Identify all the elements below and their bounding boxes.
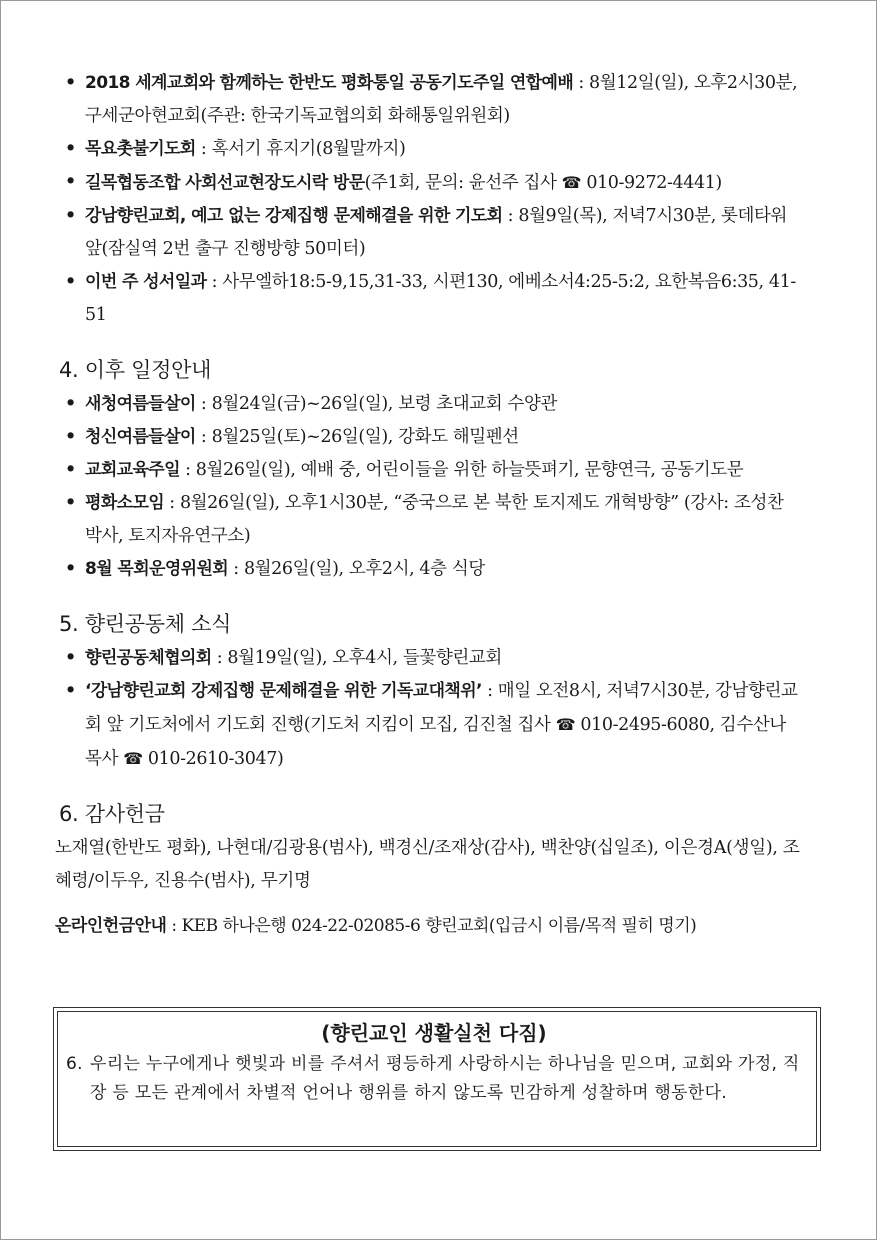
item-text: : 매일 오전8시, 저녁7시30분, 강남향린교회 앞 기도처에서 기도회 진행(기도처 지킴이 모집, 김진철 집사 [85,681,798,735]
item-key: 8월 목회운영위원회 [85,559,229,579]
resolution-inner [57,1011,817,1147]
list-item [59,266,804,332]
bullet-icon: • [65,648,76,668]
bullet-icon: • [65,493,76,513]
item-text: : 8월26일(일), 오후2시, 4층 식당 [228,559,485,579]
item-key: 교회교육주일 [85,460,180,480]
resolution-box [53,1007,821,1151]
section4-list [59,388,804,586]
bullet-icon: • [65,139,76,159]
thanks-offering-list: 노재열(한반도 평화), 나현대/김광용(범사), 백경신/조재상(감사), 백찬양(십일조), 이은경A(생일), 조혜령/이두우, 진용수(범사), 무기명 [55,838,800,891]
bullet-icon: • [65,73,76,93]
list-item [59,67,804,133]
resolution-number: 6. [66,1054,83,1074]
bulletin-content [55,67,804,943]
list-item [59,454,804,487]
section5-title: 5. 향린공동체 소식 [59,612,232,636]
list-item [59,675,804,776]
item-text: : 혹서기 휴지기(8월말까지) [195,139,406,159]
item-key: 평화소모임 [85,493,165,513]
item-text: (주1회, 문의: 윤선주 집사 [364,173,562,193]
section4-title: 4. 이후 일정안내 [59,358,212,382]
item-key: 강남향린교회, 예고 없는 강제집행 문제해결을 위한 기도회 [85,206,503,226]
online-key: 온라인헌금안내 [55,916,167,936]
section5-list [59,642,804,776]
item-text-cont: 010-2610-3047) [142,749,284,769]
item-text: : 사무엘하18:5-9,15,31-33, 시편130, 에베소서4:25-5:2, 요한복음6:35, 41-51 [85,272,796,325]
bullet-icon: • [65,681,76,701]
item-key: 길목협동조합 사회선교현장도시락 방문 [85,173,365,193]
phone-icon: ☎ [123,749,143,768]
item-text: : 8월19일(일), 오후4시, 들꽃향린교회 [211,648,502,668]
item-key: 이번 주 성서일과 [85,272,207,292]
item-text: : 8월12일(일), 오후2시30분, 구세군아현교회(주관: 한국기독교협의회 화해통일위원회) [85,73,798,126]
bullet-icon: • [65,172,76,192]
item-key: 목요촛불기도회 [85,139,196,159]
item-key: 2018 세계교회와 함께하는 한반도 평화통일 공동기도주일 연합예배 [85,73,574,93]
item-text-cont: 010-2495-6080, 김수산나 목사 [85,715,786,769]
resolution-text-block [66,1050,802,1108]
resolution-title: (향린교인 생활실천 다짐) [321,1021,547,1045]
item-text: : 8월26일(일), 예배 중, 어린이들을 위한 하늘뜻펴기, 문향연극, 공동기도문 [179,460,744,480]
section3-list [59,67,804,332]
list-item [59,133,804,166]
list-item [59,200,804,266]
section6-title: 6. 감사헌금 [59,802,165,826]
list-item [59,487,804,553]
item-text: : 8월25일(토)~26일(일), 강화도 해밀펜션 [195,427,519,447]
list-item [59,166,804,200]
online-text: : KEB 하나은행 024-22-02085-6 향린교회(입금시 이름/목적 필히 명기) [166,916,697,936]
item-text: : 8월24일(금)~26일(일), 보령 초대교회 수양관 [195,394,557,414]
item-key: ‘강남향린교회 강제집행 문제해결을 위한 기독교대책위’ [85,681,482,701]
list-item [59,388,804,421]
bullet-icon: • [65,460,76,480]
item-text: : 8월26일(일), 오후1시30분, “중국으로 본 북한 토지제도 개혁방향” (강사: 조성찬 박사, 토지자유연구소) [85,493,784,546]
list-item [59,553,804,586]
bullet-icon: • [65,206,76,226]
bullet-icon: • [65,559,76,579]
resolution-text: 우리는 누구에게나 햇빛과 비를 주셔서 평등하게 사랑하시는 하나님을 믿으며, 교회와 가정, 직장 등 모든 관계에서 차별적 언어나 행위를 하지 않도록 민감하게 성찰하며 행동한다. [90,1054,800,1103]
item-key: 향린공동체협의회 [85,648,212,668]
phone-icon: ☎ [561,173,582,192]
bullet-icon: • [65,272,76,292]
bullet-icon: • [65,427,76,447]
item-key: 청신여름들살이 [85,427,196,447]
item-text: : 8월9일(목), 저녁7시30분, 롯데타워 앞(잠실역 2번 출구 진행방향 50미터) [85,206,788,259]
phone-icon: ☎ [555,715,576,734]
online-offering-info [55,910,804,943]
item-text-cont: 010-9272-4441) [581,173,722,193]
bullet-icon: • [65,394,76,414]
list-item [59,421,804,454]
list-item [59,642,804,675]
item-key: 새청여름들살이 [85,394,196,414]
